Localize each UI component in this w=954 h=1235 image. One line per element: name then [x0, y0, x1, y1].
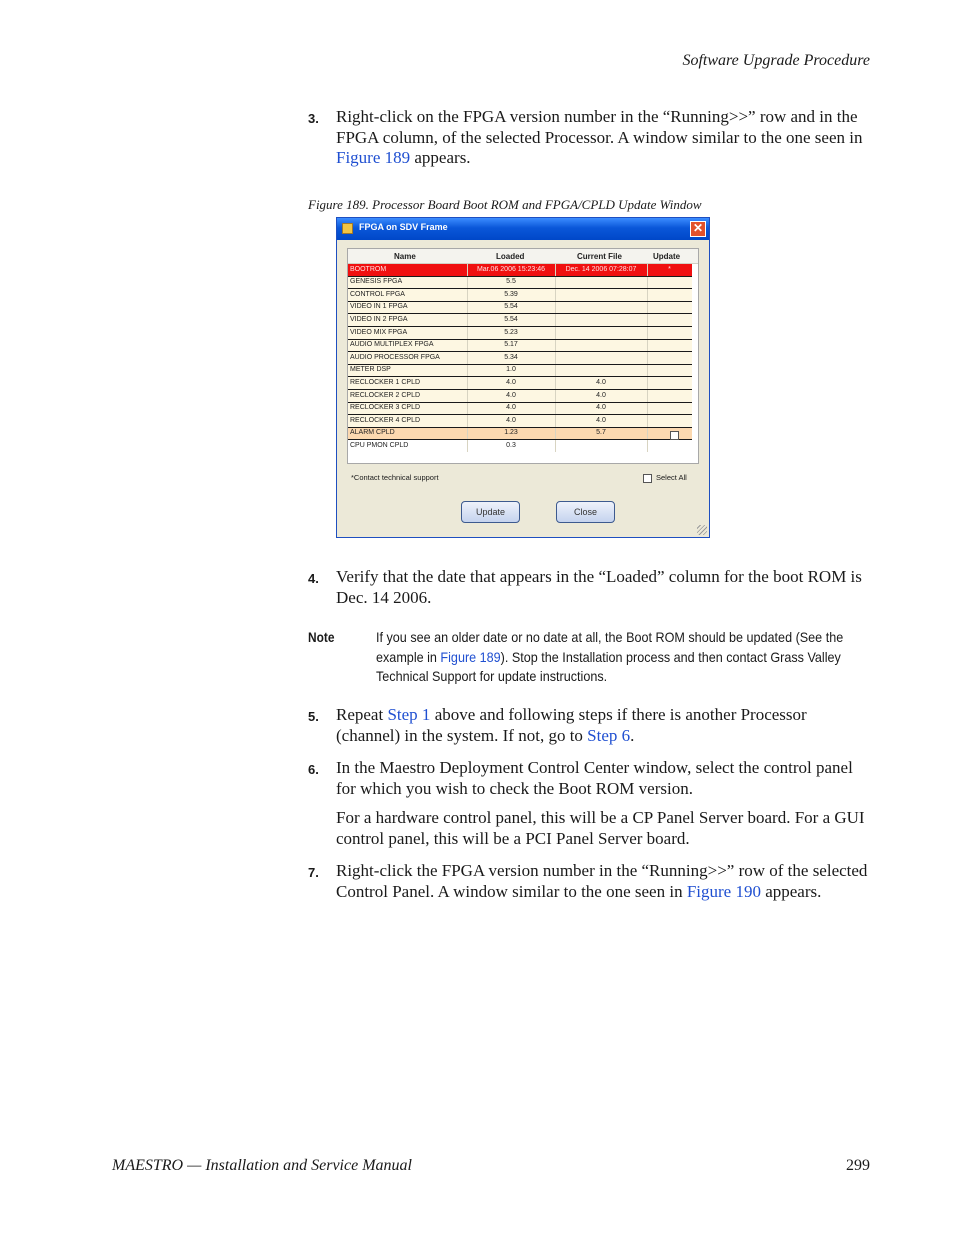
- column-separator: [647, 390, 648, 402]
- step-text-mid: above and following steps if there is another Processor (channel) in the system. If not, go to: [336, 705, 807, 745]
- cell-name: BOOTROM: [350, 265, 387, 273]
- step-text: Verify that the date that appears in the “Loaded” column for the boot ROM is Dec. 14 2006.: [336, 567, 862, 607]
- select-all-checkbox[interactable]: [643, 474, 652, 483]
- cell-name: RECLOCKER 4 CPLD: [350, 416, 421, 424]
- cell-name: CONTROL FPGA: [350, 290, 405, 298]
- col-name[interactable]: Name: [394, 252, 416, 261]
- col-loaded[interactable]: Loaded: [496, 252, 525, 261]
- table-row[interactable]: [348, 289, 692, 302]
- step-6: [308, 758, 870, 849]
- cell-current-file: 4.0: [596, 378, 606, 386]
- table-row[interactable]: [348, 415, 692, 428]
- select-all-label: Select All: [656, 473, 687, 482]
- step-paragraph: For a hardware control panel, this will be a CP Panel Server board. For a GUI control panel, this will be a PCI Panel Server board.: [336, 808, 865, 848]
- cell-loaded: 4.0: [506, 378, 516, 386]
- note-body: If you see an older date or no date at all, the Boot ROM should be updated (See the example in: [376, 629, 844, 665]
- figure-189-link-note[interactable]: Figure 189: [440, 648, 501, 665]
- step-number: 7.: [308, 865, 319, 880]
- note-text: [376, 628, 858, 687]
- cell-loaded: 1.0: [506, 366, 516, 374]
- step-text: Right-click the FPGA version number in the “Running>>” row of the selected Control Panel. A window similar to the one seen in: [336, 861, 868, 901]
- step-number: 4.: [308, 571, 319, 586]
- table-row[interactable]: [348, 302, 692, 315]
- step-5: [308, 705, 870, 746]
- note-body-end: ). Stop the Installation process and then contact Grass Valley Technical Support for update instructions.: [376, 648, 841, 684]
- step-4: [308, 567, 870, 608]
- cell-name: VIDEO IN 2 FPGA: [350, 315, 408, 323]
- cell-loaded: 5.17: [504, 341, 518, 349]
- table-row[interactable]: [348, 403, 692, 416]
- cell-current-file: Dec. 14 2006 07:28:07: [565, 265, 637, 273]
- cell-loaded: 5.54: [504, 303, 518, 311]
- figure-189-link[interactable]: Figure 189: [336, 148, 411, 167]
- table-row[interactable]: [348, 365, 692, 378]
- note-label: Note: [308, 629, 335, 645]
- column-separator: [555, 314, 556, 326]
- col-current-file[interactable]: Current File: [577, 252, 622, 261]
- cell-name: CPU PMON CPLD: [350, 441, 409, 449]
- cell-name: RECLOCKER 2 CPLD: [350, 391, 421, 399]
- table-row[interactable]: [348, 264, 692, 277]
- grid-header: [348, 249, 698, 264]
- cell-loaded: 1.23: [504, 429, 518, 437]
- window-titlebar[interactable]: [337, 218, 709, 240]
- cell-loaded: 5.5: [506, 278, 516, 286]
- column-separator: [647, 415, 648, 427]
- column-separator: [555, 277, 556, 289]
- column-separator: [647, 289, 648, 301]
- cell-name: GENESIS FPGA: [350, 278, 403, 286]
- close-button[interactable]: Close: [556, 501, 615, 523]
- step-number: 3.: [308, 111, 319, 126]
- cell-loaded: 5.54: [504, 315, 518, 323]
- column-separator: [555, 365, 556, 377]
- step-text: Right-click on the FPGA version number in the “Running>>” row and in the FPGA column, of the selected Processor. A window similar to the one seen in: [336, 107, 863, 147]
- step-number: 5.: [308, 709, 319, 724]
- column-separator: [647, 302, 648, 314]
- cell-loaded: 4.0: [506, 391, 516, 399]
- table-row[interactable]: [348, 428, 692, 441]
- cell-name: VIDEO MIX FPGA: [350, 328, 408, 336]
- column-separator: [647, 352, 648, 364]
- column-separator: [647, 327, 648, 339]
- column-separator: [555, 327, 556, 339]
- window-app-icon: [342, 223, 353, 234]
- update-button[interactable]: Update: [461, 501, 520, 523]
- footer-title: MAESTRO — Installation and Service Manual: [112, 1157, 412, 1174]
- table-row[interactable]: [348, 352, 692, 365]
- table-row[interactable]: [348, 377, 692, 390]
- running-header: Software Upgrade Procedure: [682, 52, 870, 69]
- step-number: 6.: [308, 762, 319, 777]
- cell-current-file: 4.0: [596, 404, 606, 412]
- cell-name: RECLOCKER 1 CPLD: [350, 378, 421, 386]
- col-update[interactable]: Update: [653, 252, 681, 261]
- step-3: [308, 107, 870, 169]
- step-text-end: appears.: [410, 148, 471, 167]
- column-separator: [555, 340, 556, 352]
- table-row[interactable]: [348, 277, 692, 290]
- cell-loaded: 5.23: [504, 328, 518, 336]
- table-row[interactable]: [348, 327, 692, 340]
- cell-loaded: 4.0: [506, 404, 516, 412]
- step-text-end: appears.: [760, 881, 822, 901]
- figure-caption: Figure 189. Processor Board Boot ROM and FPGA/CPLD Update Window: [308, 197, 702, 212]
- cell-loaded: 4.0: [506, 416, 516, 424]
- cell-current-file: 4.0: [596, 416, 606, 424]
- cell-name: METER DSP: [350, 366, 391, 374]
- window-close-button[interactable]: ✕: [690, 221, 706, 237]
- table-row[interactable]: [348, 390, 692, 403]
- column-separator: [647, 314, 648, 326]
- page-footer: [112, 1157, 870, 1175]
- cell-loaded: Mar.06 2006 15:23:46: [476, 265, 546, 273]
- cell-loaded: 5.34: [504, 353, 518, 361]
- table-row[interactable]: [348, 340, 692, 353]
- cell-name: VIDEO IN 1 FPGA: [350, 303, 408, 311]
- cell-name: AUDIO PROCESSOR FPGA: [350, 353, 440, 361]
- step-text-end: .: [630, 725, 635, 745]
- column-separator: [555, 352, 556, 364]
- cell-loaded: 5.39: [504, 290, 518, 298]
- column-separator: [647, 340, 648, 352]
- update-checkbox[interactable]: [670, 431, 679, 440]
- step-text: Repeat: [336, 705, 388, 724]
- table-row[interactable]: [348, 440, 692, 452]
- column-separator: [647, 277, 648, 289]
- cell-current-file: 4.0: [596, 391, 606, 399]
- figure-190-link[interactable]: Figure 190: [686, 881, 761, 901]
- cell-name: ALARM CPLD: [350, 429, 395, 437]
- column-separator: [647, 365, 648, 377]
- step-1-link[interactable]: Step 1: [387, 705, 431, 724]
- column-separator: [647, 403, 648, 415]
- cell-name: RECLOCKER 3 CPLD: [350, 404, 421, 412]
- column-separator: [555, 289, 556, 301]
- window-title: FPGA on SDV Frame: [359, 222, 448, 232]
- column-separator: [647, 377, 648, 389]
- resize-grip-icon[interactable]: [697, 525, 707, 535]
- cell-current-file: 5.7: [596, 429, 606, 437]
- select-all[interactable]: [643, 473, 687, 483]
- column-separator: [555, 440, 556, 452]
- cell-update: *: [668, 265, 671, 273]
- table-row[interactable]: [348, 314, 692, 327]
- column-separator: [647, 440, 648, 452]
- column-separator: [647, 428, 648, 440]
- fpga-update-window: [336, 217, 710, 538]
- column-separator: [555, 302, 556, 314]
- cell-name: AUDIO MULTIPLEX FPGA: [350, 341, 434, 349]
- step-text: In the Maestro Deployment Control Center window, select the control panel for which you wish to check the Boot ROM version.: [336, 758, 853, 798]
- step-7: [308, 861, 870, 902]
- fpga-grid: [347, 248, 699, 464]
- page-number: 299: [846, 1157, 870, 1174]
- cell-loaded: 0.3: [506, 441, 516, 449]
- step-6-link[interactable]: Step 6: [587, 725, 631, 745]
- support-footnote: *Contact technical support: [351, 473, 439, 482]
